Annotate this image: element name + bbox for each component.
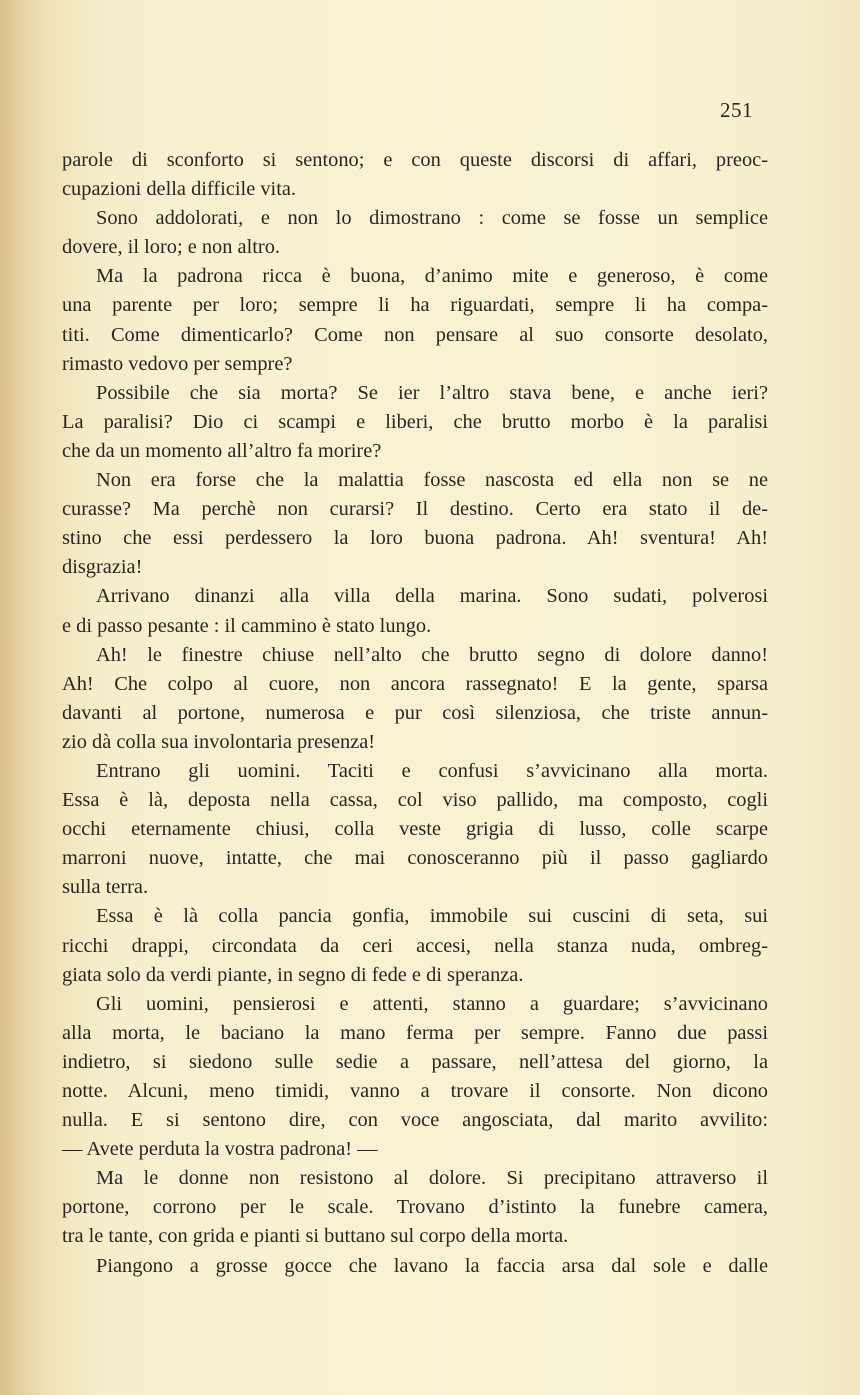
text-line: curasse? Ma perchè non curarsi? Il destino. Certo era stato il de- bbox=[62, 498, 768, 521]
text-line: Entrano gli uomini. Taciti e confusi s’avvicinano alla morta. bbox=[96, 759, 768, 782]
text-line: indietro, si siedono sulle sedie a passare, nell’attesa del giorno, la bbox=[62, 1050, 768, 1073]
text-line: una parente per loro; sempre li ha riguardati, sempre li ha compa- bbox=[62, 294, 768, 317]
text-line: che da un momento all’altro fa morire? bbox=[62, 439, 382, 462]
text-line: rimasto vedovo per sempre? bbox=[62, 352, 293, 375]
page-number: 251 bbox=[720, 98, 753, 122]
text-line: Ma la padrona ricca è buona, d’animo mite e generoso, è come bbox=[96, 265, 768, 288]
text-line: Essa è là colla pancia gonfia, immobile sui cuscini di seta, sui bbox=[96, 905, 768, 928]
text-line: Ah! Che colpo al cuore, non ancora rassegnato! E la gente, sparsa bbox=[62, 672, 768, 695]
text-line: alla morta, le baciano la mano ferma per sempre. Fanno due passi bbox=[62, 1021, 768, 1044]
text-line: Gli uomini, pensierosi e attenti, stanno a guardare; s’avvicinano bbox=[96, 992, 768, 1015]
text-line: sulla terra. bbox=[62, 876, 149, 899]
text-line: titi. Come dimenticarlo? Come non pensare al suo consorte desolato, bbox=[62, 323, 768, 346]
text-line: occhi eternamente chiusi, colla veste grigia di lusso, colle scarpe bbox=[62, 818, 768, 841]
text-line: portone, corrono per le scale. Trovano d’istinto la funebre camera, bbox=[62, 1196, 768, 1219]
text-line: Non era forse che la malattia fosse nascosta ed ella non se ne bbox=[96, 469, 768, 492]
body-text bbox=[62, 146, 768, 1281]
text-line: parole di sconforto si sentono; e con queste discorsi di affari, preoc- bbox=[62, 149, 768, 171]
text-line: disgrazia! bbox=[62, 556, 143, 579]
text-line: Possibile che sia morta? Se ier l’altro stava bene, e anche ieri? bbox=[96, 381, 768, 404]
text-line: Arrivano dinanzi alla villa della marina. Sono sudati, polverosi bbox=[96, 585, 768, 608]
text-line: cupazioni della difficile vita. bbox=[62, 178, 297, 201]
text-line: nulla. E si sentono dire, con voce angosciata, dal marito avvilito: bbox=[62, 1109, 768, 1132]
text-line: La paralisi? Dio ci scampi e liberi, che brutto morbo è la paralisi bbox=[62, 410, 768, 433]
text-line: davanti al portone, numerosa e pur così silenziosa, che triste annun- bbox=[62, 701, 768, 724]
text-line: notte. Alcuni, meno timidi, vanno a trovare il consorte. Non dicono bbox=[62, 1080, 768, 1102]
text-line: — Avete perduta la vostra padrona! — bbox=[62, 1138, 378, 1161]
text-line: Sono addolorati, e non lo dimostrano : come se fosse un semplice bbox=[96, 207, 768, 230]
text-line: ricchi drappi, circondata da ceri accesi, nella stanza nuda, ombreg- bbox=[62, 934, 768, 957]
text-line: stino che essi perdessero la loro buona padrona. Ah! sventura! Ah! bbox=[62, 527, 768, 550]
text-line: Essa è là, deposta nella cassa, col viso pallido, ma composto, cogli bbox=[62, 789, 768, 812]
text-line: dovere, il loro; e non altro. bbox=[62, 236, 281, 259]
text-line: marroni nuove, intatte, che mai conosceranno più il passo gagliardo bbox=[62, 847, 768, 870]
text-line: Ah! le finestre chiuse nell’alto che brutto segno di dolore danno! bbox=[96, 643, 768, 666]
text-line: Ma le donne non resistono al dolore. Si precipitano attraverso il bbox=[96, 1167, 768, 1190]
text-line: Piangono a grosse gocce che lavano la faccia arsa dal sole e dalle bbox=[96, 1254, 768, 1277]
text-line: e di passo pesante : il cammino è stato lungo. bbox=[62, 614, 432, 637]
text-line: giata solo da verdi piante, in segno di fede e di speranza. bbox=[62, 963, 524, 986]
text-line: zio dà colla sua involontaria presenza! bbox=[62, 730, 376, 753]
text-line: tra le tante, con grida e pianti si buttano sul corpo della morta. bbox=[62, 1225, 569, 1248]
